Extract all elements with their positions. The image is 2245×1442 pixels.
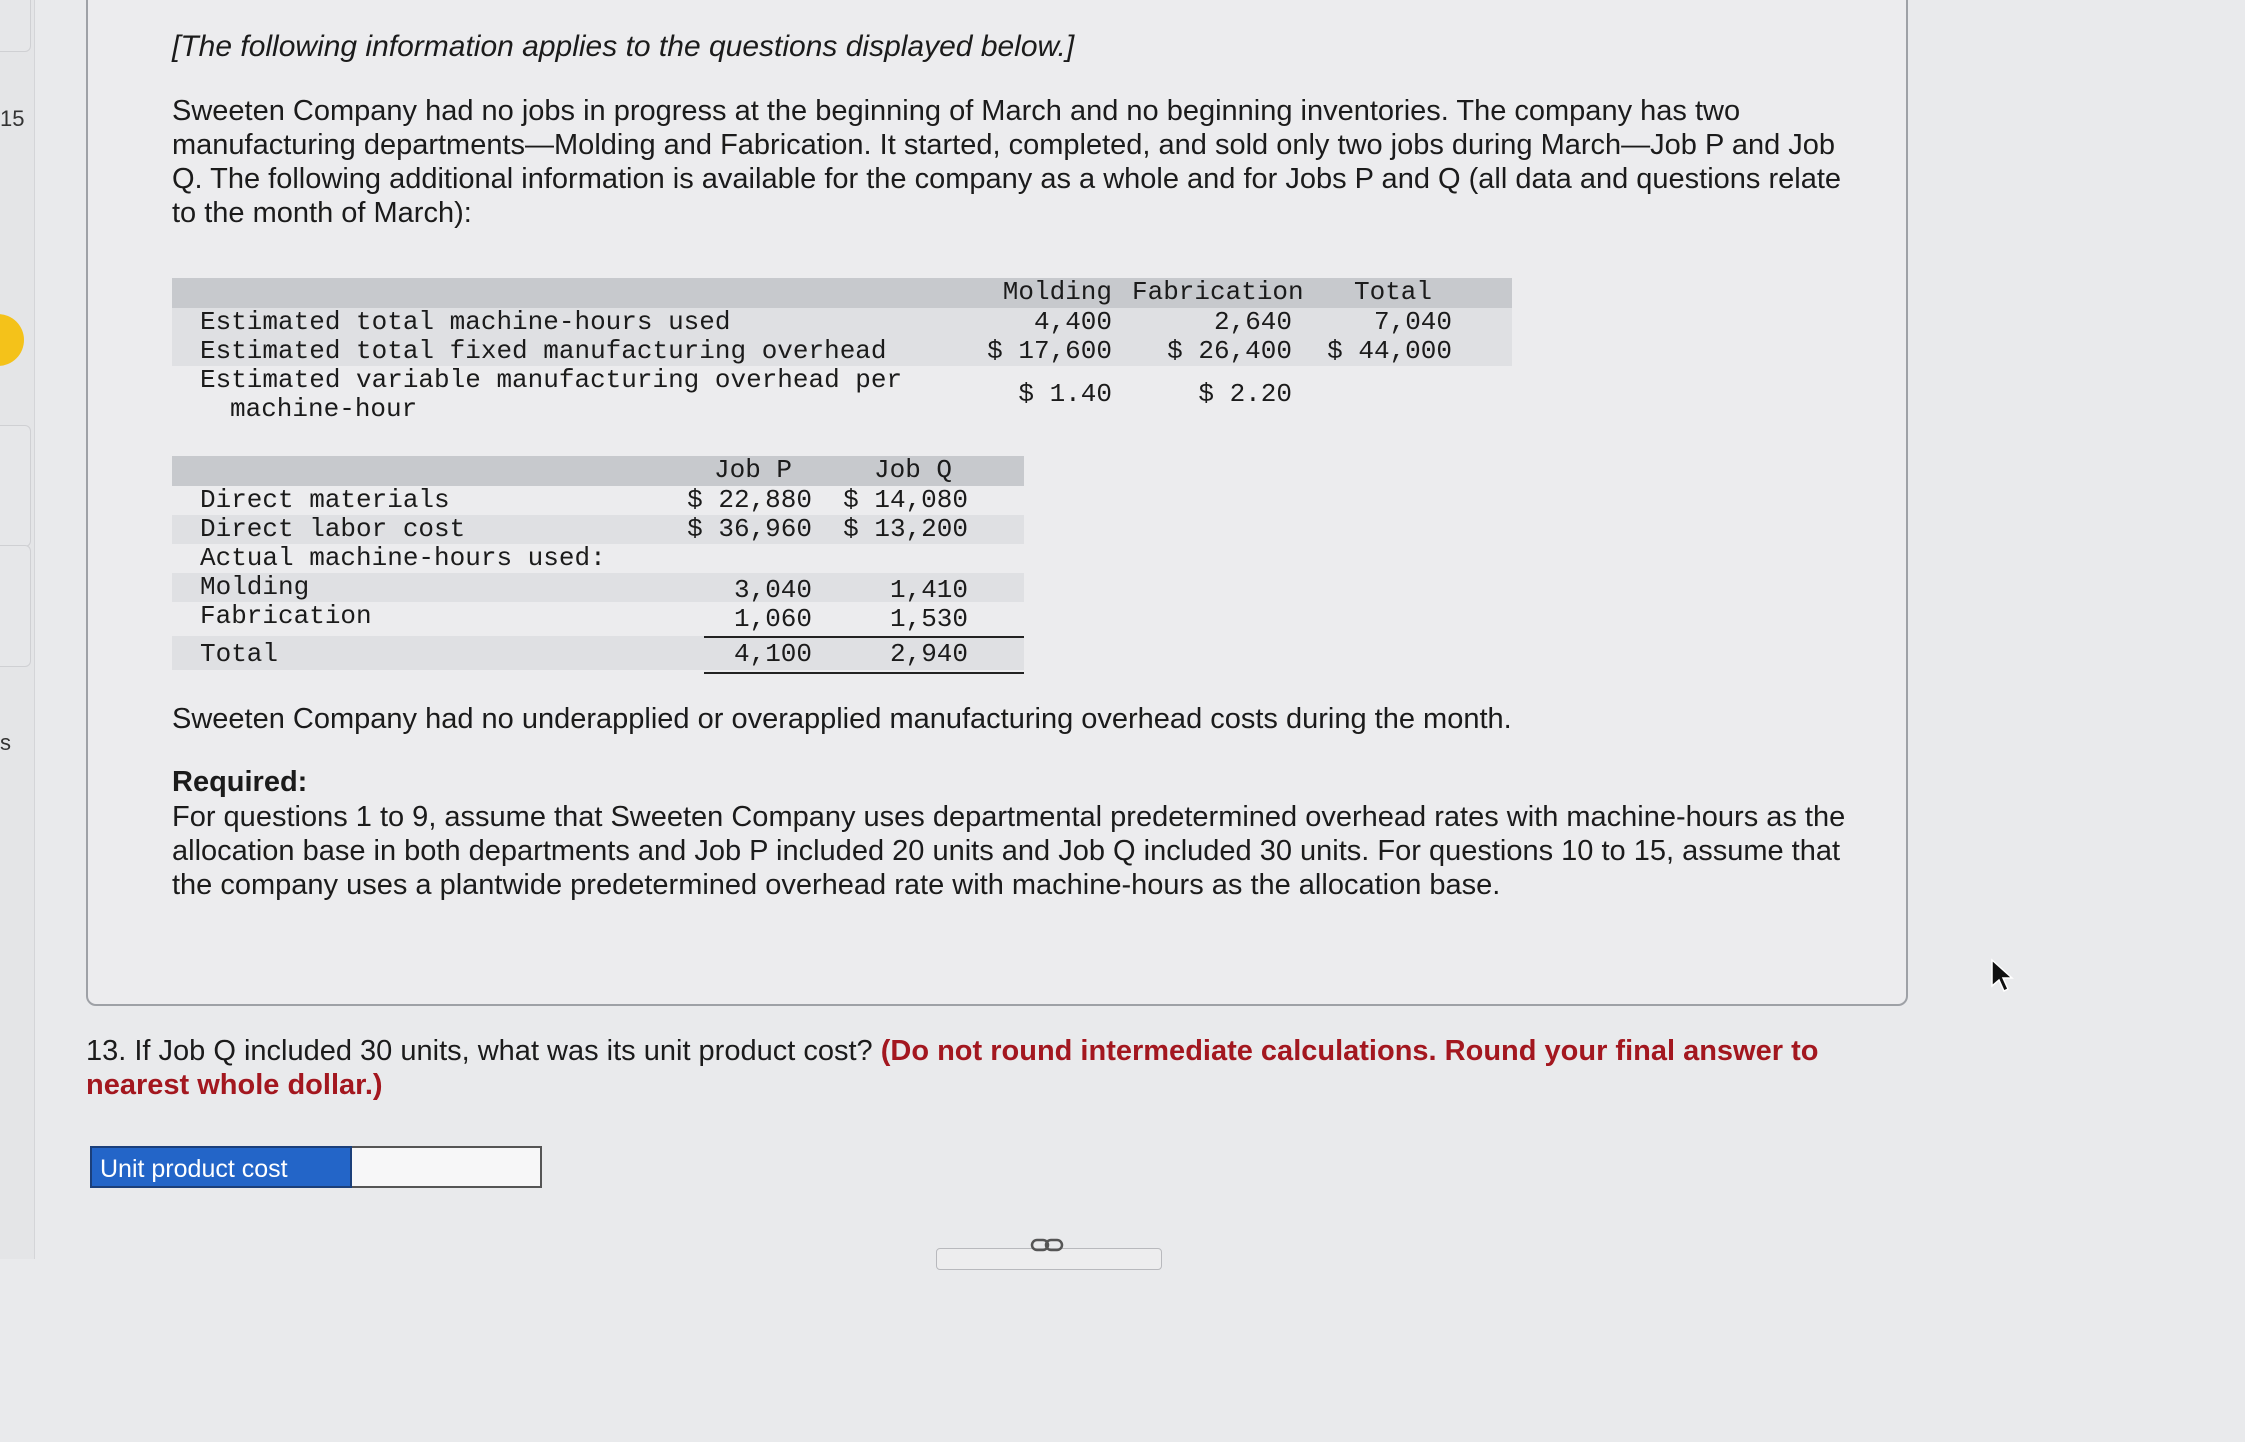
cell-value: 2,640 bbox=[1213, 307, 1292, 337]
job-costs-table bbox=[172, 456, 1024, 676]
intro-text: [The following information applies to the questions displayed below.] bbox=[172, 30, 1075, 63]
answer-row bbox=[90, 1146, 542, 1188]
overhead-note: Sweeten Company had no underapplied or overapplied manufacturing overhead costs during the month. bbox=[172, 703, 1512, 735]
cell-value: $ 14,080 bbox=[843, 485, 968, 515]
question-text bbox=[86, 1034, 1906, 1102]
problem-paragraph: Sweeten Company had no jobs in progress at the beginning of March and no beginning inventories. The company has two manufacturing departments—Molding and Fabrication. It started, completed, and sold only two jobs during March—Job P and Job Q. The following additional information is available for the company as a whole and for Jobs P and Q (all data and questions relate to the month of March): bbox=[172, 95, 1842, 229]
mouse-pointer-icon bbox=[1990, 958, 2016, 999]
row-label: Direct labor cost bbox=[200, 514, 466, 544]
column-header-total: Total bbox=[1353, 277, 1432, 307]
row-label: Direct materials bbox=[200, 485, 450, 515]
cell-value: $ 17,600 bbox=[987, 336, 1112, 366]
left-navigation-strip bbox=[0, 0, 35, 1259]
cell-value: $ 26,400 bbox=[1167, 336, 1292, 366]
column-header-job-q: Job Q bbox=[873, 455, 952, 485]
cell-value: 4,400 bbox=[1033, 307, 1112, 337]
column-header-job-p: Job P bbox=[713, 455, 792, 485]
row-label: Fabrication bbox=[200, 601, 372, 631]
required-heading: Required: bbox=[172, 766, 308, 798]
cell-value: 4,100 bbox=[733, 639, 812, 669]
cell-value: $ 2.20 bbox=[1198, 379, 1292, 409]
cell-value: 1,410 bbox=[889, 575, 968, 605]
row-label: Actual machine-hours used: bbox=[200, 543, 606, 573]
cell-value: $ 44,000 bbox=[1327, 336, 1452, 366]
nav-box[interactable] bbox=[0, 0, 31, 52]
row-label: Estimated variable manufacturing overhead per bbox=[200, 365, 903, 395]
row-label: Molding bbox=[200, 572, 310, 602]
cell-value: 1,060 bbox=[733, 604, 812, 634]
question-instruction: (Do not round intermediate calculations. Round your final answer to nearest whole dollar.) bbox=[86, 1035, 1819, 1101]
cell-value: 1,530 bbox=[889, 604, 968, 634]
unit-product-cost-input[interactable] bbox=[352, 1146, 542, 1188]
cell-value: $ 22,880 bbox=[687, 485, 812, 515]
subtotal-rule bbox=[704, 636, 1024, 638]
question-prompt: 13. If Job Q included 30 units, what was its unit product cost? bbox=[86, 1035, 873, 1067]
required-paragraph: For questions 1 to 9, assume that Sweeten Company uses departmental predetermined overhead rates with machine-hours as the allocation base in both departments and Job P included 20 units and Job Q included 30 units. For questions 10 to 15, assume that the company uses a plantwide predetermined overhead rate with machine-hours as the allocation base. bbox=[172, 801, 1846, 901]
cell-value: 3,040 bbox=[733, 575, 812, 605]
nav-letter-label: s bbox=[0, 730, 11, 755]
row-label: Estimated total machine-hours used bbox=[200, 307, 731, 337]
information-panel bbox=[86, 0, 1908, 1006]
department-estimates-table bbox=[172, 278, 1512, 428]
row-label: Estimated total fixed manufacturing overhead bbox=[200, 336, 887, 366]
cell-value: $ 1.40 bbox=[1018, 379, 1112, 409]
cell-value: 2,940 bbox=[889, 639, 968, 669]
table-header-band bbox=[172, 278, 1512, 308]
link-icon[interactable] bbox=[1030, 1236, 1064, 1259]
row-label-continued: machine-hour bbox=[230, 394, 418, 424]
row-label: Total bbox=[200, 639, 279, 669]
unit-product-cost-label: Unit product cost bbox=[90, 1146, 352, 1188]
nav-box[interactable] bbox=[0, 545, 31, 667]
cell-value: $ 13,200 bbox=[843, 514, 968, 544]
cell-value: 7,040 bbox=[1373, 307, 1452, 337]
nav-box[interactable] bbox=[0, 425, 31, 547]
column-header-molding: Molding bbox=[1002, 277, 1112, 307]
column-header-fabrication: Fabrication bbox=[1132, 277, 1304, 307]
total-rule bbox=[704, 672, 1024, 674]
cell-value: $ 36,960 bbox=[687, 514, 812, 544]
question-number-label: 15 bbox=[0, 106, 25, 131]
